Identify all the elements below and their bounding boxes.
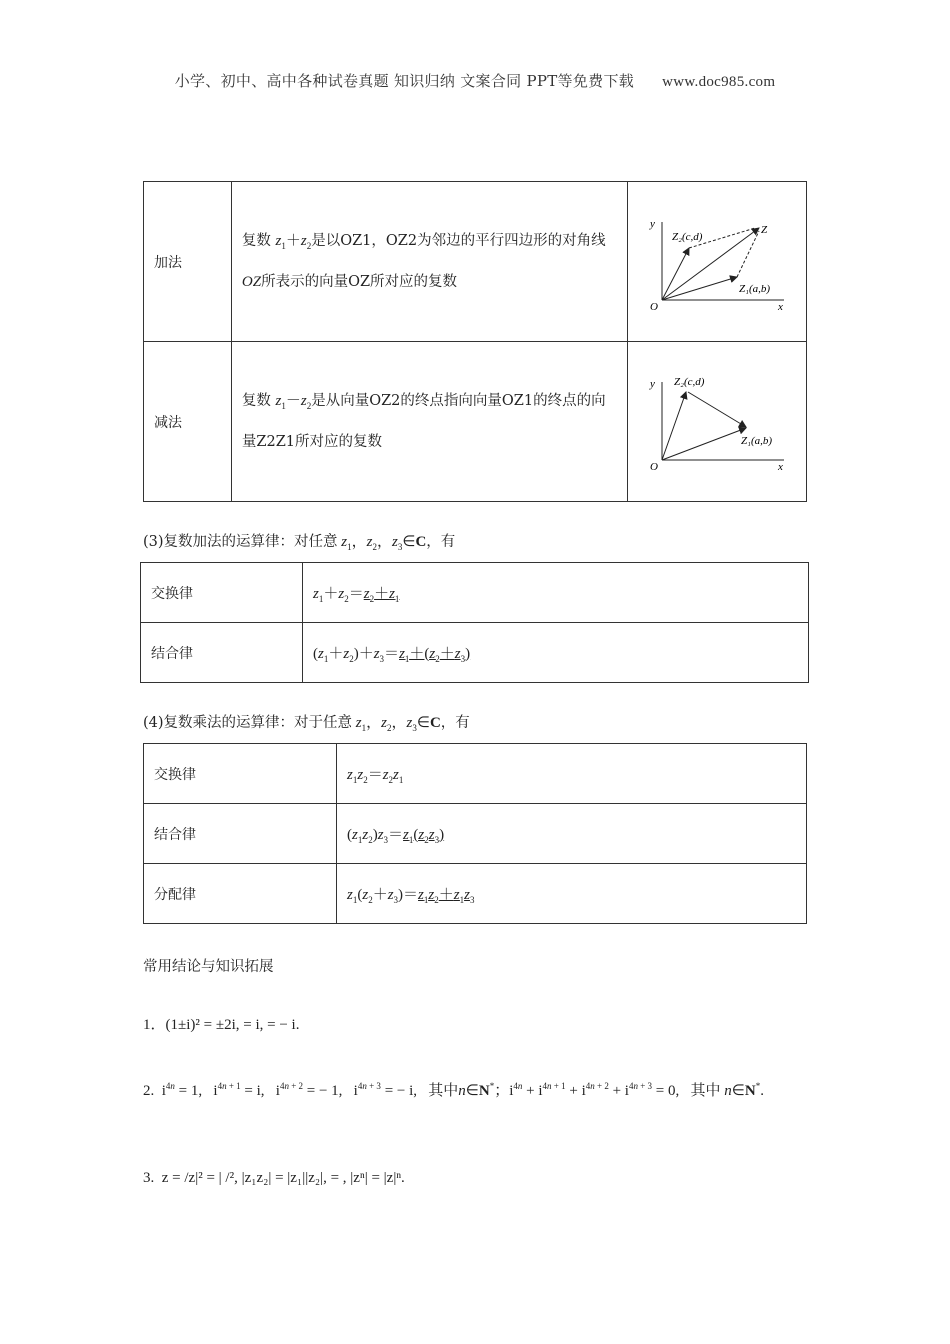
law-name: 结合律	[144, 804, 337, 864]
law-formula: $z_1z_2=z_2z_1$	[337, 744, 807, 804]
law-name: 结合律	[141, 623, 303, 683]
table-row	[144, 744, 807, 804]
op-desc-add: 复数 $z_1+z_2$是以OZ1，OZ2为邻边的平行四边形的对角线 OZ所表示的向量OZ所对应的复数	[231, 182, 627, 342]
operations-table	[143, 181, 807, 502]
vector-oz2	[662, 392, 686, 460]
table-row	[141, 623, 809, 683]
table-row	[144, 864, 807, 924]
header-site: www.doc985.com	[662, 74, 776, 90]
z2-label: Z₂(c,d)	[674, 375, 705, 388]
law-formula: $(z_1+z_2)+z_3=z_1+(z_2+z_3)$	[303, 623, 809, 683]
table-row	[141, 563, 809, 623]
law-formula: $z_1(z_2+z_3)=z_1z_2+z_1z_3$	[337, 864, 807, 924]
z1-label: Z₁(a,b)	[741, 434, 773, 447]
law-name: 分配律	[144, 864, 337, 924]
x-label: x	[778, 300, 783, 310]
section-title: 常用结论与知识拓展	[143, 959, 274, 975]
addition-laws-title: (3)复数加法的运算律：对任意 $z_1$，$z_2$，$z_3\in C$，有	[143, 534, 456, 552]
vector-oz1	[662, 428, 746, 460]
law-formula: $(z_1z_2)z_3=z_1(z_2z_3)$	[337, 804, 807, 864]
y-label: y	[650, 377, 655, 390]
x-label: x	[778, 460, 783, 470]
op-label-add: 加法	[144, 182, 232, 342]
page-header	[0, 70, 950, 91]
vector-oz1	[662, 277, 737, 300]
mult-laws-table	[143, 743, 807, 924]
law-name: 交换律	[141, 563, 303, 623]
dashed-edge-right	[737, 231, 759, 277]
y-label: y	[650, 217, 655, 230]
op-label-sub: 减法	[144, 342, 232, 502]
header-text: 小学、初中、高中各种试卷真题 知识归纳 文案合同 PPT等免费下载	[174, 72, 635, 90]
origin-label: O	[650, 460, 658, 470]
table-row	[144, 182, 807, 342]
addition-diagram	[628, 182, 807, 342]
subtraction-diagram	[628, 342, 807, 502]
table-row	[144, 342, 807, 502]
law-name: 交换律	[144, 744, 337, 804]
conclusion-1: 1．(1±i)² = ±2i, = i, = − i.	[143, 1017, 300, 1033]
vector-z2z1	[688, 392, 746, 427]
table-row	[144, 804, 807, 864]
conclusion-3: 3. z = /z|² = | /², |z₁z₂| = |z₁||z₂|, = , |zⁿ| = |z|ⁿ.	[143, 1170, 405, 1186]
op-desc-sub: 复数 $z_1-z_2$是从向量OZ2的终点指向向量OZ1的终点的向量Z2Z1所对应的复数	[231, 342, 627, 502]
z-label: Z	[761, 223, 768, 236]
mult-laws-title: (4)复数乘法的运算律：对于任意 $z_1$，$z_2$，$z_3\in C$，有	[143, 715, 470, 733]
z2-label: Z₂(c,d)	[672, 230, 703, 243]
z1-label: Z₁(a,b)	[739, 282, 771, 295]
vector-oz2	[662, 248, 689, 300]
vector-subtraction-figure	[642, 370, 792, 470]
addition-laws-table	[140, 562, 809, 683]
conclusion-2: 2. $i^{4n} = 1$, $i^{4n + 1} = i$, $i^{4n + 2}$ = − 1, $i^{4n + 3}$ = − i, 其中n∈N*；$i^{4n} + i^{4n + 1} + i^{4n + 2} + i^{4n + 3} = 0$, 其中 n∈N*.	[143, 1081, 764, 1099]
vector-addition-figure	[642, 210, 792, 310]
origin-label: O	[650, 300, 658, 310]
law-formula: $z_1+z_2=z_2+z_1$	[303, 563, 809, 623]
